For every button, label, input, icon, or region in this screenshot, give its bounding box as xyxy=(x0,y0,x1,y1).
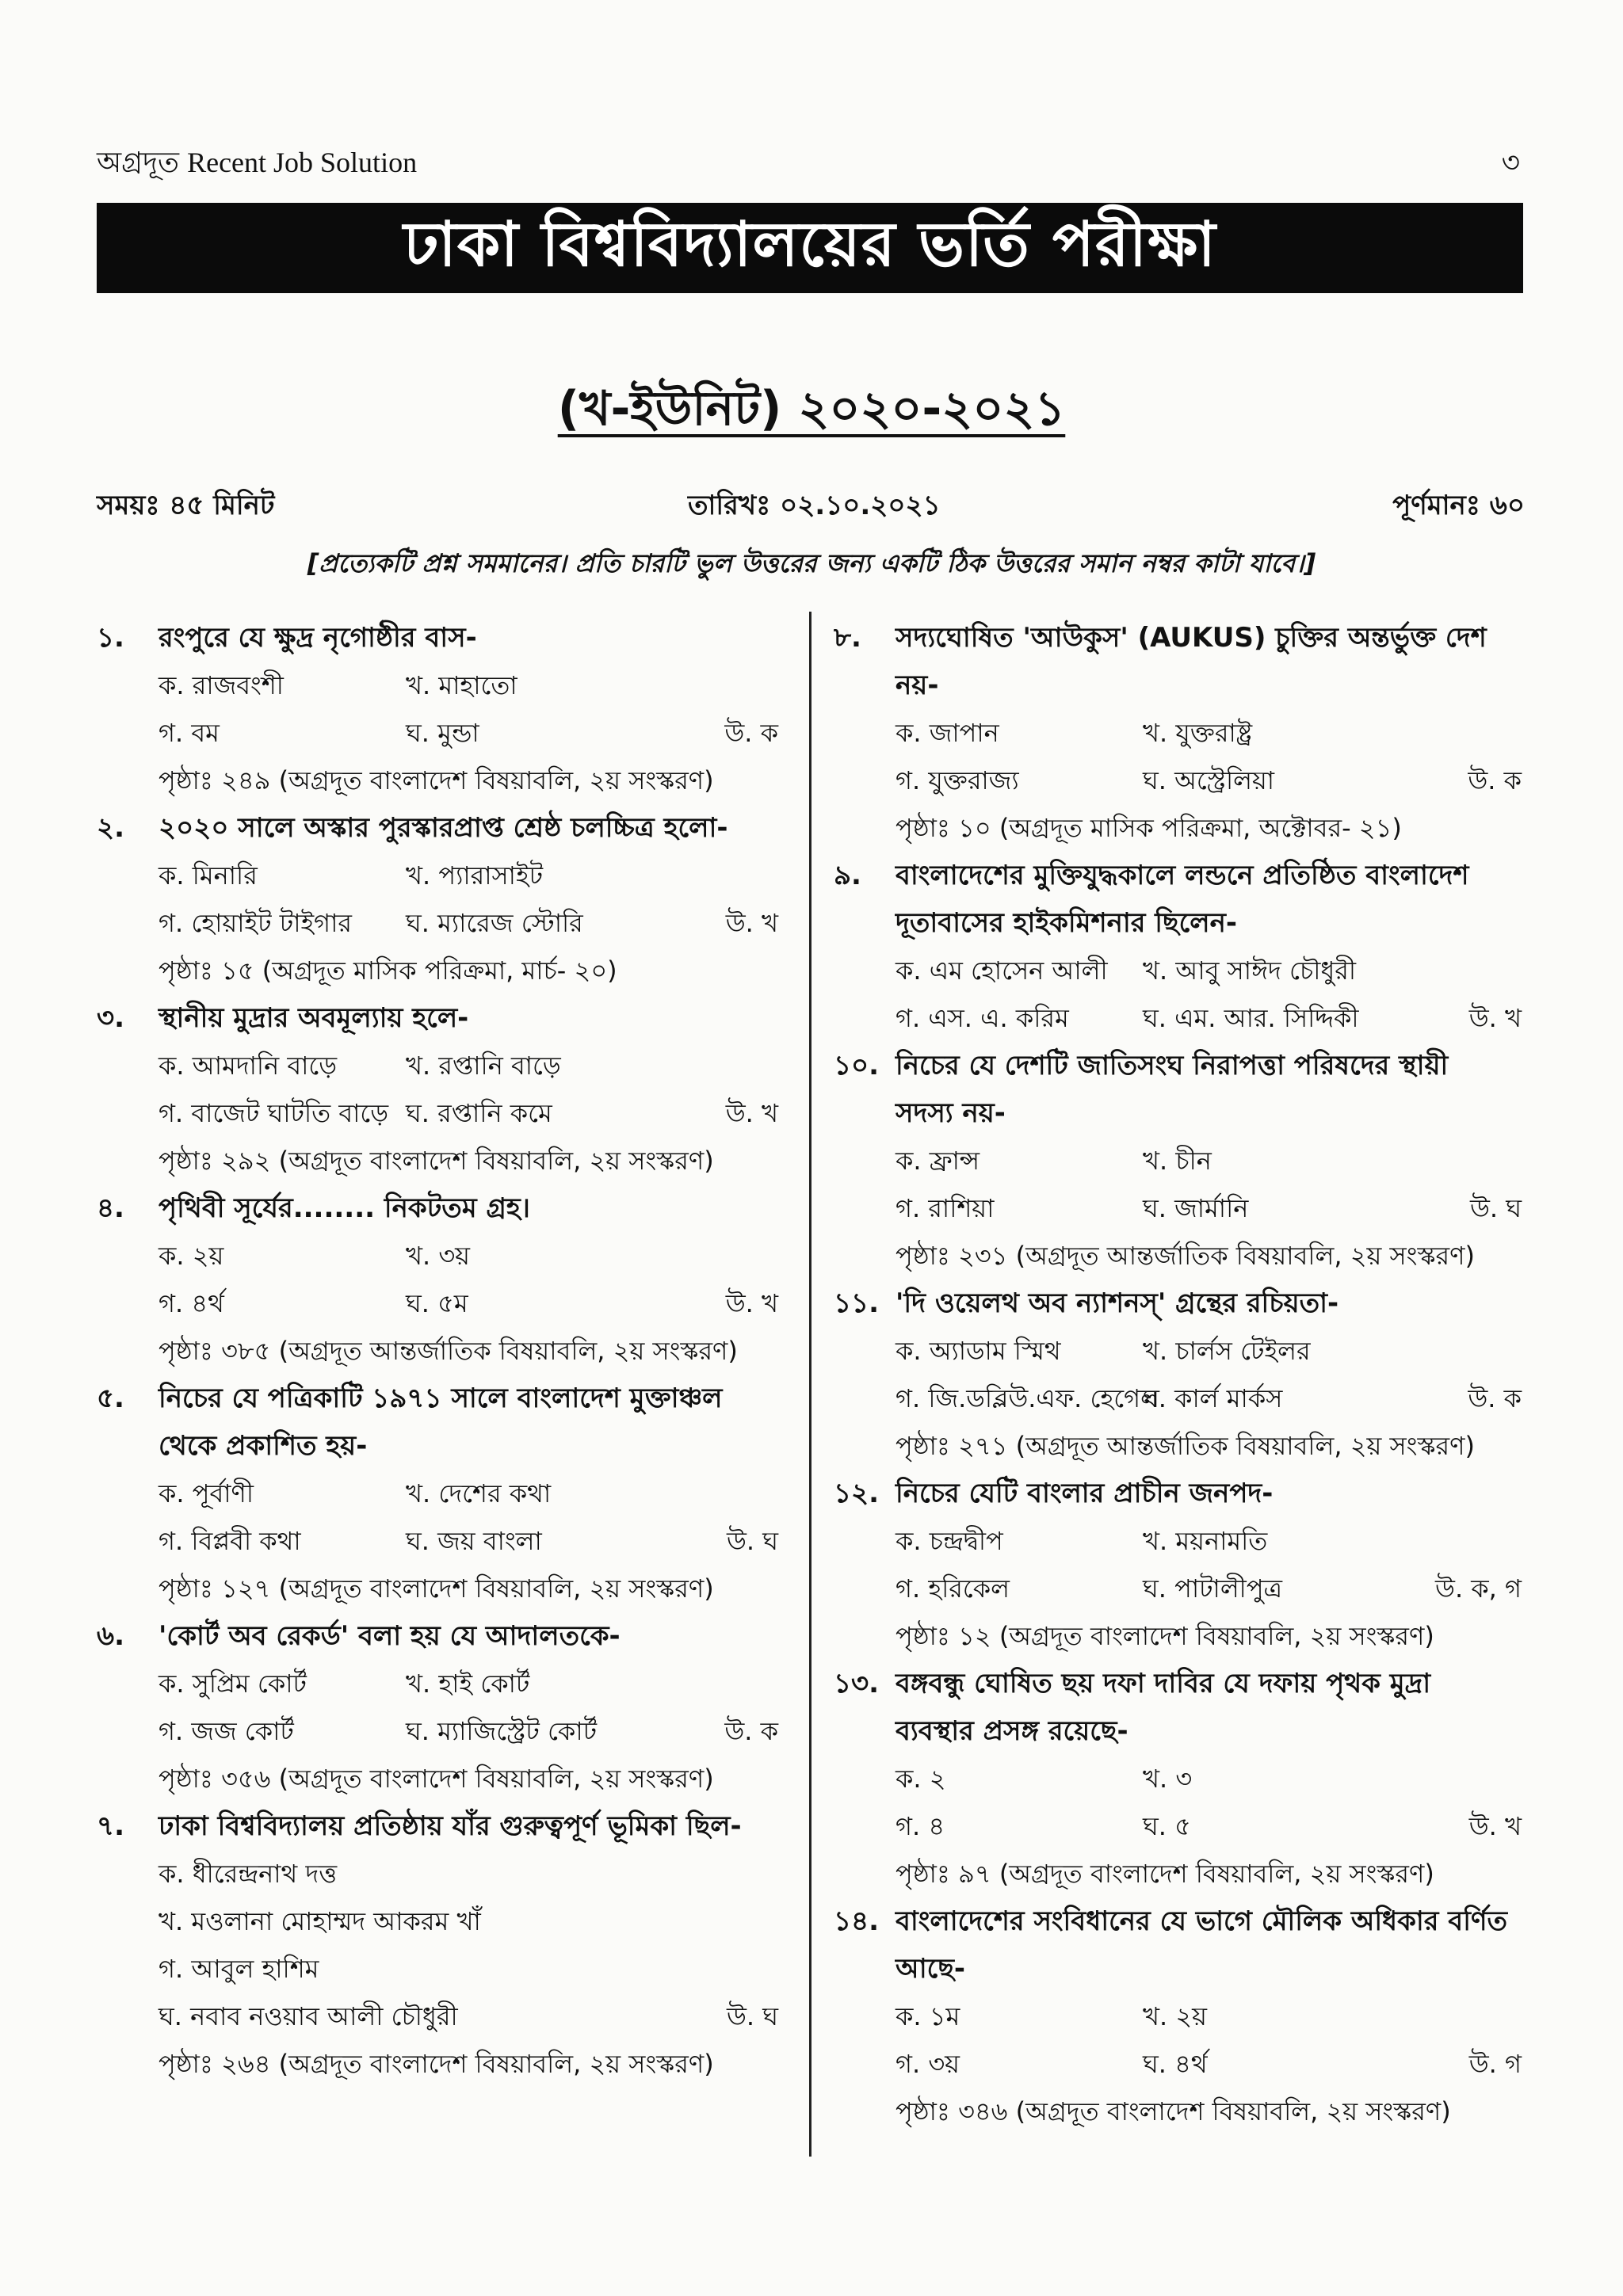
option: ক. ফ্রান্স xyxy=(896,1146,980,1176)
answer-label: উ. খ xyxy=(725,908,778,938)
question-number xyxy=(97,1422,158,1470)
option: গ. রাশিয়া xyxy=(896,1193,995,1223)
question-text: নয়- xyxy=(896,669,939,701)
answer-label: উ. ক xyxy=(1468,1383,1522,1413)
page-reference: পৃষ্ঠাঃ ১২ (অগ্রদূত বাংলাদেশ বিষয়াবলি, ২য় সংস্করণ) xyxy=(896,1621,1434,1651)
question-line xyxy=(834,1089,1522,1137)
option-row xyxy=(97,1232,778,1280)
question-item xyxy=(97,804,778,994)
page-reference: পৃষ্ঠাঃ ২৭১ (অগ্রদূত আন্তর্জাতিক বিষয়াবলি, ২য় সংস্করণ) xyxy=(896,1431,1475,1461)
option: খ. ৩য় xyxy=(406,1241,471,1271)
page-reference: পৃষ্ঠাঃ ১৫ (অগ্রদূত মাসিক পরিক্রমা, মার্চ- ২০) xyxy=(158,955,617,986)
option: ঘ. ৫ম xyxy=(406,1288,468,1318)
option-row xyxy=(834,1802,1522,1850)
option: ক. অ্যাডাম স্মিথ xyxy=(896,1336,1061,1366)
question-line xyxy=(834,1280,1522,1327)
question-number: ৭. xyxy=(97,1810,125,1842)
option: গ. বম xyxy=(158,718,220,748)
option: খ. ৩ xyxy=(1143,1764,1193,1794)
option-row xyxy=(97,1517,778,1565)
option: ক. মিনারি xyxy=(158,860,258,891)
option: ঘ. অস্ট্রেলিয়া xyxy=(1143,765,1275,795)
right-question-column xyxy=(834,614,1522,2135)
answer-label: উ. খ xyxy=(1468,1811,1522,1841)
question-number: ১২. xyxy=(834,1478,880,1509)
question-text: থেকে প্রকাশিত হয়- xyxy=(158,1430,368,1462)
page-reference: পৃষ্ঠাঃ ৩৫৬ (অগ্রদূত বাংলাদেশ বিষয়াবলি, ২য় সংস্করণ) xyxy=(158,1764,714,1794)
question-number: ১. xyxy=(97,622,124,654)
question-line xyxy=(834,852,1522,899)
question-number: ১০. xyxy=(834,1050,880,1081)
option: খ. চীন xyxy=(1143,1146,1212,1176)
option-row xyxy=(834,709,1522,757)
option-row xyxy=(834,1327,1522,1375)
option-row xyxy=(834,947,1522,994)
option: ঘ. জার্মানি xyxy=(1143,1193,1249,1223)
option: ঘ. ৫ xyxy=(1143,1811,1191,1841)
question-line xyxy=(834,1660,1522,1707)
question-text: বঙ্গবন্ধু ঘোষিত ছয় দফা দাবির যে দফায় পৃথক মুদ্রা xyxy=(896,1668,1431,1699)
answer-label: উ. ক, গ xyxy=(1435,1573,1522,1604)
option: গ. জি.ডব্লিউ.এফ. হেগেল xyxy=(896,1383,1159,1413)
page-reference: পৃষ্ঠাঃ ১২৭ (অগ্রদূত বাংলাদেশ বিষয়াবলি, ২য় সংস্করণ) xyxy=(158,1573,714,1604)
option: গ. হরিকেল xyxy=(896,1573,1010,1604)
option: গ. আবুল হাশিম xyxy=(158,1954,319,1984)
question-text: 'কোর্ট অব রেকর্ড' বলা হয় যে আদালতকে- xyxy=(158,1620,621,1652)
unit-subtitle xyxy=(0,372,1623,452)
option: খ. রপ্তানি বাড়ে xyxy=(406,1051,561,1081)
option-row xyxy=(97,1850,778,1897)
option: খ. আবু সাঈদ চৌধুরী xyxy=(1143,955,1357,986)
answer-label: উ. ঘ xyxy=(726,1526,778,1556)
option: খ. ২য় xyxy=(1143,2001,1208,2031)
question-text: সদ্যঘোষিত 'আউকুস' (AUKUS) চুক্তির অন্তর্ভুক্ত দেশ xyxy=(896,622,1487,654)
option-row xyxy=(834,1375,1522,1422)
question-item xyxy=(834,1897,1522,2135)
question-line xyxy=(834,1042,1522,1089)
option: খ. প্যারাসাইট xyxy=(406,860,544,891)
option: খ. যুক্তরাষ্ট্র xyxy=(1143,718,1253,748)
unit-subtitle-text: (খ-ইউনিট) ২০২০-২০২১ xyxy=(557,381,1066,437)
question-item xyxy=(97,614,778,804)
option: গ. বাজেট ঘাটতি বাড়ে xyxy=(158,1098,389,1128)
question-line xyxy=(97,614,778,662)
question-text: নিচের যেটি বাংলার প্রাচীন জনপদ- xyxy=(896,1478,1274,1509)
option: ক. ১ম xyxy=(896,2001,960,2031)
option: ক. এম হোসেন আলী xyxy=(896,955,1108,986)
question-text: ব্যবস্থার প্রসঙ্গ রয়েছে- xyxy=(896,1715,1128,1747)
option: গ. ৪র্থ xyxy=(158,1288,224,1318)
option: গ. এস. এ. করিম xyxy=(896,1003,1069,1033)
question-number: ৬. xyxy=(97,1620,125,1652)
left-question-column xyxy=(97,614,778,2088)
question-item xyxy=(97,994,778,1184)
option-row xyxy=(834,1565,1522,1612)
running-head xyxy=(97,141,417,189)
question-text: দূতাবাসের হাইকমিশনার ছিলেন- xyxy=(896,907,1238,939)
option: ক. চন্দ্রদ্বীপ xyxy=(896,1526,1003,1556)
answer-label: উ. খ xyxy=(725,1098,778,1128)
question-item xyxy=(97,1802,778,2088)
option: ঘ. জয় বাংলা xyxy=(406,1526,542,1556)
option: গ. যুক্তরাজ্য xyxy=(896,765,1019,795)
question-line xyxy=(97,1612,778,1660)
option-row xyxy=(97,852,778,899)
answer-label: উ. খ xyxy=(1468,1003,1522,1033)
question-text: নিচের যে দেশটি জাতিসংঘ নিরাপত্তা পরিষদের স্থায়ী xyxy=(896,1050,1449,1081)
option-row xyxy=(97,1945,778,1993)
option: ক. ২ xyxy=(896,1764,946,1794)
option-row xyxy=(834,1184,1522,1232)
option-row xyxy=(97,1707,778,1755)
option-row xyxy=(97,1993,778,2040)
page-reference: পৃষ্ঠাঃ ২৩১ (অগ্রদূত আন্তর্জাতিক বিষয়াবলি, ২য় সংস্করণ) xyxy=(896,1241,1475,1271)
question-item xyxy=(97,1612,778,1802)
question-number: ৮. xyxy=(834,622,861,654)
option: ঘ. পাটালীপুত্র xyxy=(1143,1573,1283,1604)
question-item xyxy=(834,1280,1522,1470)
page-number: ৩ xyxy=(1501,147,1520,179)
question-number: ৩. xyxy=(97,1002,125,1034)
page-reference: পৃষ্ঠাঃ ২৯২ (অগ্রদূত বাংলাদেশ বিষয়াবলি, ২য় সংস্করণ) xyxy=(158,1146,714,1176)
question-number: ১৪. xyxy=(834,1905,880,1937)
option: গ. ৩য় xyxy=(896,2049,960,2079)
option: গ. হোয়াইট টাইগার xyxy=(158,908,352,938)
page-reference: পৃষ্ঠাঃ ২৬৪ (অগ্রদূত বাংলাদেশ বিষয়াবলি, ২য় সংস্করণ) xyxy=(158,2049,714,2079)
title-band xyxy=(97,203,1523,293)
exam-date: তারিখঃ ০২.১০.২০২১ xyxy=(688,490,941,521)
page-title: ঢাকা বিশ্ববিদ্যালয়ের ভর্তি পরীক্ষা xyxy=(403,209,1216,280)
option-row xyxy=(97,899,778,947)
question-item xyxy=(97,1184,778,1375)
option: ক. ধীরেন্দ্রনাথ দত্ত xyxy=(158,1859,338,1889)
option: ঘ. মুন্ডা xyxy=(406,718,479,748)
option-row xyxy=(97,1470,778,1517)
option: গ. বিপ্লবী কথা xyxy=(158,1526,301,1556)
option-row xyxy=(97,1660,778,1707)
page-reference: পৃষ্ঠাঃ ৯৭ (অগ্রদূত বাংলাদেশ বিষয়াবলি, ২য় সংস্করণ) xyxy=(896,1859,1434,1889)
option: ঘ. কার্ল মার্কস xyxy=(1143,1383,1283,1413)
option-row xyxy=(834,1993,1522,2040)
option: ঘ. নবাব নওয়াব আলী চৌধুরী xyxy=(158,2001,458,2031)
question-text: বাংলাদেশের মুক্তিযুদ্ধকালে লন্ডনে প্রতিষ্ঠিত বাংলাদেশ xyxy=(896,860,1469,891)
option: ক. রাজবংশী xyxy=(158,670,284,700)
question-number xyxy=(834,1707,896,1755)
exam-instruction: [প্রত্যেকটি প্রশ্ন সমমানের। প্রতি চারটি ভুল উত্তরের জন্য একটি ঠিক উত্তরের সমান নম্বর কাটা যাবে।] xyxy=(307,548,1316,578)
option: ঘ. ম্যাজিস্ট্রেট কোর্ট xyxy=(406,1716,598,1746)
question-number: ৯. xyxy=(834,860,861,891)
answer-label: উ. ক xyxy=(724,1716,778,1746)
option: খ. মওলানা মোহাম্মদ আকরম খাঁ xyxy=(158,1906,481,1936)
column-divider xyxy=(809,612,812,2157)
option: ক. সুপ্রিম কোর্ট xyxy=(158,1669,307,1699)
answer-label: উ. ক xyxy=(1468,765,1522,795)
exam-time: সময়ঃ ৪৫ মিনিট xyxy=(97,490,275,521)
question-line xyxy=(97,1375,778,1422)
question-line xyxy=(834,1707,1522,1755)
question-item xyxy=(834,614,1522,852)
answer-label: উ. গ xyxy=(1468,2049,1522,2079)
option: ক. ২য় xyxy=(158,1241,224,1271)
option-row xyxy=(97,1897,778,1945)
question-item xyxy=(834,1042,1522,1280)
question-number: ২. xyxy=(97,812,125,844)
question-number xyxy=(834,899,896,947)
answer-label: উ. ক xyxy=(724,718,778,748)
question-line xyxy=(97,994,778,1042)
question-text: স্থানীয় মুদ্রার অবমূল্যায় হলে- xyxy=(158,1002,469,1034)
question-line xyxy=(97,1184,778,1232)
publisher-name: অগ্রদূত xyxy=(97,147,180,178)
option: খ. দেশের কথা xyxy=(406,1478,552,1508)
question-text: 'দি ওয়েলথ অব ন্যাশনস্' গ্রন্থের রচিয়তা- xyxy=(896,1287,1339,1319)
option: খ. হাই কোর্ট xyxy=(406,1669,530,1699)
question-line xyxy=(97,1802,778,1850)
question-line xyxy=(97,1422,778,1470)
question-text: নিচের যে পত্রিকাটি ১৯৭১ সালে বাংলাদেশ মুক্তাঞ্চল xyxy=(158,1383,723,1414)
exam-full-marks: পূর্ণমানঃ ৬০ xyxy=(1392,490,1525,521)
question-number xyxy=(834,662,896,709)
option-row xyxy=(834,1755,1522,1802)
series-name: Recent Job Solution xyxy=(187,147,418,178)
option: খ. মাহাতো xyxy=(406,670,517,700)
option-row xyxy=(97,1042,778,1089)
option-row xyxy=(97,662,778,709)
question-number: ১১. xyxy=(834,1287,880,1319)
question-number xyxy=(834,1945,896,1993)
question-line xyxy=(834,614,1522,662)
page-reference: পৃষ্ঠাঃ ১০ (অগ্রদূত মাসিক পরিক্রমা, অক্টোবর- ২১) xyxy=(896,813,1402,843)
question-number xyxy=(834,1089,896,1137)
question-line xyxy=(834,1897,1522,1945)
option: খ. ময়নামতি xyxy=(1143,1526,1268,1556)
answer-label: উ. খ xyxy=(725,1288,778,1318)
question-line xyxy=(834,899,1522,947)
page-reference: পৃষ্ঠাঃ ২৪৯ (অগ্রদূত বাংলাদেশ বিষয়াবলি, ২য় সংস্করণ) xyxy=(158,765,714,795)
option-row xyxy=(97,1089,778,1137)
question-line xyxy=(834,1945,1522,1993)
question-text: ২০২০ সালে অস্কার পুরস্কারপ্রাপ্ত শ্রেষ্ঠ চলচ্চিত্র হলো- xyxy=(158,812,728,844)
option: গ. ৪ xyxy=(896,1811,945,1841)
answer-label: উ. ঘ xyxy=(726,2001,778,2031)
question-item xyxy=(834,1470,1522,1660)
question-number: ৫. xyxy=(97,1383,124,1414)
question-line xyxy=(834,1470,1522,1517)
option-row xyxy=(97,709,778,757)
option-row xyxy=(834,757,1522,804)
option: গ. জজ কোর্ট xyxy=(158,1716,294,1746)
question-text: বাংলাদেশের সংবিধানের যে ভাগে মৌলিক অধিকার বর্ণিত xyxy=(896,1905,1508,1937)
question-number: ১৩. xyxy=(834,1668,880,1699)
option-row xyxy=(834,994,1522,1042)
question-text: ঢাকা বিশ্ববিদ্যালয় প্রতিষ্ঠায় যাঁর গুরুত্বপূর্ণ ভূমিকা ছিল- xyxy=(158,1810,742,1842)
question-line xyxy=(834,662,1522,709)
question-item xyxy=(834,1660,1522,1897)
answer-label: উ. ঘ xyxy=(1469,1193,1522,1223)
option: ঘ. ৪র্থ xyxy=(1143,2049,1208,2079)
option: ক. জাপান xyxy=(896,718,999,748)
option-row xyxy=(97,1280,778,1327)
option-row xyxy=(834,1137,1522,1184)
question-text: পৃথিবী সূর্যের........ নিকটতম গ্রহ। xyxy=(158,1192,530,1224)
option: খ. চার্লস টেইলর xyxy=(1143,1336,1311,1366)
question-number: ৪. xyxy=(97,1192,124,1224)
option-row xyxy=(834,1517,1522,1565)
option: ক. পূর্বাণী xyxy=(158,1478,254,1508)
question-line xyxy=(97,804,778,852)
question-item xyxy=(834,852,1522,1042)
page-reference: পৃষ্ঠাঃ ৩৮৫ (অগ্রদূত আন্তর্জাতিক বিষয়াবলি, ২য় সংস্করণ) xyxy=(158,1336,738,1366)
option: ঘ. ম্যারেজ স্টোরি xyxy=(406,908,583,938)
option: ঘ. রপ্তানি কমে xyxy=(406,1098,552,1128)
option: ক. আমদানি বাড়ে xyxy=(158,1051,338,1081)
page-reference: পৃষ্ঠাঃ ৩৪৬ (অগ্রদূত বাংলাদেশ বিষয়াবলি, ২য় সংস্করণ) xyxy=(896,2096,1451,2126)
question-text: আছে- xyxy=(896,1953,966,1985)
question-item xyxy=(97,1375,778,1612)
question-text: সদস্য নয়- xyxy=(896,1097,1006,1129)
question-text: রংপুরে যে ক্ষুদ্র নৃগোষ্ঠীর বাস- xyxy=(158,622,477,654)
option: ঘ. এম. আর. সিদ্দিকী xyxy=(1143,1003,1359,1033)
option-row xyxy=(834,2040,1522,2088)
